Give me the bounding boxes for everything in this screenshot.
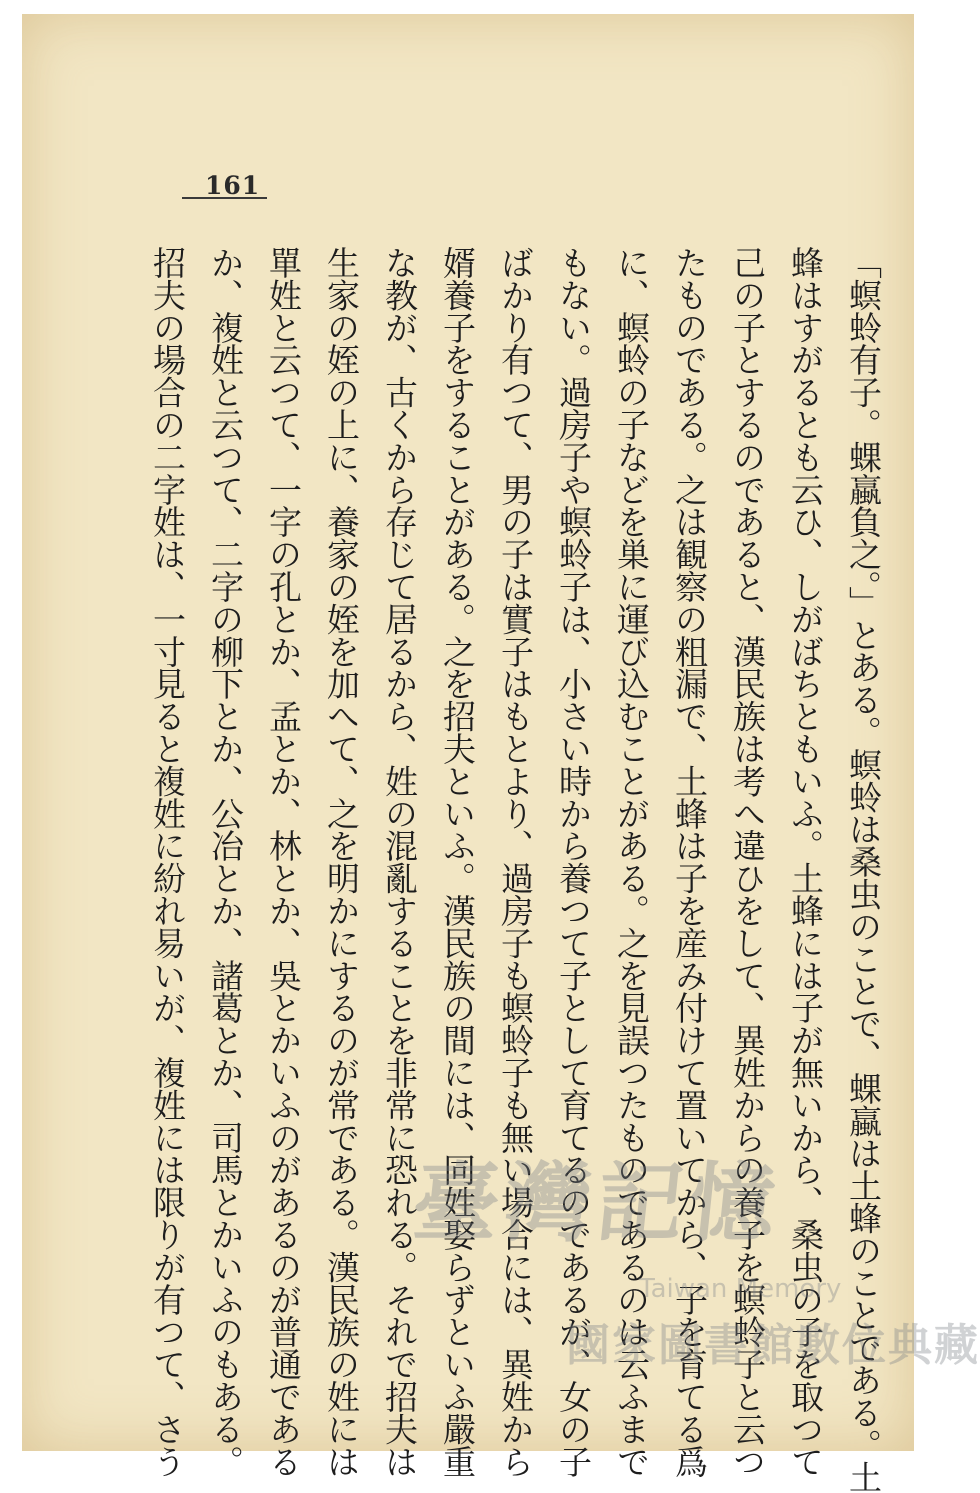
watermark-latin-text: Taiwan Memory bbox=[639, 1274, 842, 1304]
text-column: 婿養子をすることがある。之を招夫といふ。漢民族の間には、同姓娶らずといふ嚴重 bbox=[438, 246, 477, 1478]
scanned-page bbox=[22, 14, 980, 1493]
text-column: 招夫の場合の二字姓は、一寸見ると複姓に紛れ易いが、複姓には限りが有つて、さう bbox=[148, 246, 187, 1478]
page-number-rule bbox=[182, 197, 267, 199]
page-number: 161 bbox=[205, 171, 261, 200]
watermark-main-text: 臺灣記憶 bbox=[407, 1153, 787, 1254]
text-column: たものである。之は観察の粗漏で、土蜂は子を産み付けて置いてから、子を育てる爲 bbox=[670, 246, 709, 1478]
text-column: ばかり有つて、男の子は實子はもとより、過房子も螟蛉子も無い場合には、異姓から bbox=[496, 246, 535, 1478]
text-column: な教が、古くから存じて居るから、姓の混亂することを非常に恐れる。それで招夫は bbox=[380, 246, 419, 1478]
vertical-text-block bbox=[142, 246, 888, 1493]
text-column: に、螟蛉の子などを巣に運び込むことがある。之を見誤つたものであるのは云ふまで bbox=[612, 246, 651, 1478]
text-column: 「螟蛉有子。蜾蠃負之。」とある。螟蛉は桑虫のことで、蜾蠃は土蜂のことである。土 bbox=[844, 246, 883, 1493]
text-column: 單姓と云つて、一字の孔とか、孟とか、林とか、吳とかいふのがあるのが普通である bbox=[264, 246, 303, 1478]
text-column: 己の子とするのであると、漢民族は考へ違ひをして、異姓からの養子を螟蛉子と云つ bbox=[728, 246, 767, 1478]
watermark-institution-text: 國家圖書館數位典藏 bbox=[566, 1320, 980, 1371]
text-column: か、複姓と云つて、二字の柳下とか、公冶とか、諸葛とか、司馬とかいふのもある。 bbox=[206, 246, 245, 1478]
text-column: もない。過房子や螟蛉子は、小さい時から養つて子として育てるのであるが、女の子 bbox=[554, 246, 593, 1478]
text-column: 蜂はすがるとも云ひ、しがばちともいふ。土蜂には子が無いから、桑虫の子を取つて bbox=[786, 246, 825, 1478]
text-column: 生家の姪の上に、養家の姪を加へて、之を明かにするのが常である。漢民族の姓には bbox=[322, 246, 361, 1478]
